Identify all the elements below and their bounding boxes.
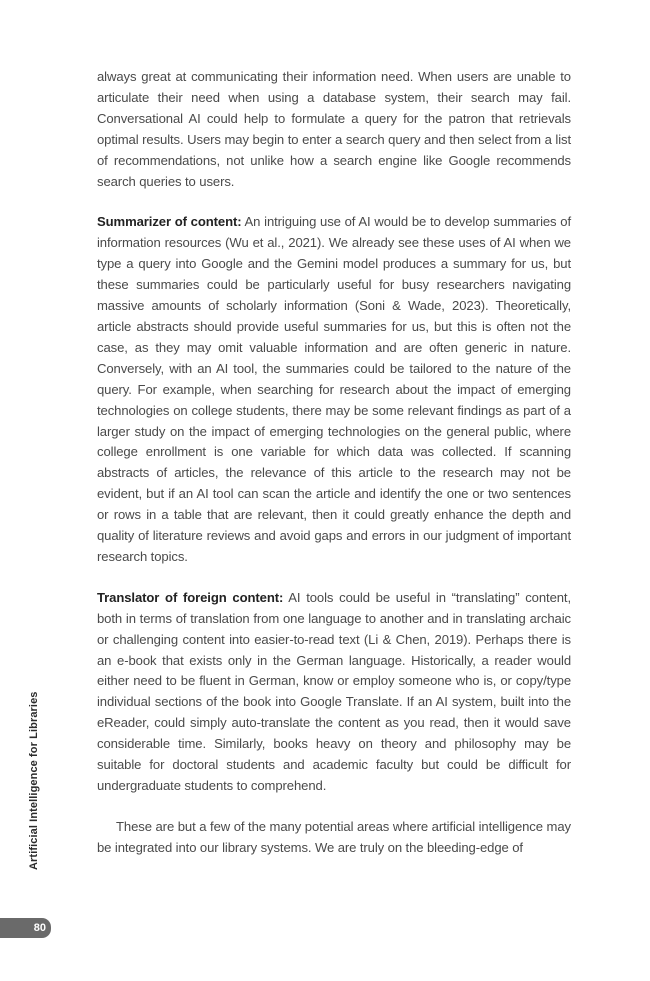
translator-paragraph [97,588,571,797]
page-number-tab [0,918,51,938]
summarizer-text: An intriguing use of AI would be to develop summaries of information resources (Wu et al., 2021). We already see these uses of AI when we type a query into Google and the Gemini model produces a summary for us, but these summaries could be particularly useful for busy researchers navigating massive amounts of scholarly information (Soni & Wade, 2023). Theoretically, article abstracts should provide useful summaries for us, but this is often not the case, as they may omit valuable information and are often generic in nature. Conversely, with an AI tool, the summaries could be tailored to the nature of the query. For example, when searching for research about the impact of emerging technologies on college students, there may be some relevant findings as part of a larger study on the impact of emerging technologies on the general public, where college enrollment is one variable for which data was collected. If scanning abstracts of articles, the relevance of this article to the research may not be evident, but if an AI tool can scan the article and identify the one or two sentences or rows in a table that are relevant, then it could greatly enhance the depth and quality of literature reviews and avoid gaps and errors in our judgment of important research topics. [97,214,571,564]
intro-paragraph: always great at communicating their information need. When users are unable to articulate their need when using a database system, their search may fail. Conversational AI could help to formulate a query for the patron that retrievals optimal results. Users may begin to enter a search query and then select from a list of recommendations, not unlike how a search engine like Google recommends search queries to users. [97,69,571,189]
page-body [97,67,571,879]
translator-text: AI tools could be useful in “translating” content, both in terms of translation from one language to another and in translating archaic or challenging content into easier-to-read text (Li & Chen, 2019). Perhaps there is an e-book that exists only in the German language. Historically, a reader would either need to be fluent in German, know or employ someone who is, or copy/type individual sections of the book into Google Translate. If an AI system, built into the eReader, could simply auto-translate the content as you read, then it would save considerable time. Similarly, books heavy on theory and philosophy may be suitable for doctoral students and academic faculty but could be difficult for undergraduate students to comprehend. [97,589,572,793]
translator-heading: Translator of foreign content: [97,589,284,605]
running-head: Artificial Intelligence for Libraries [28,691,40,870]
summarizer-paragraph [97,212,571,567]
closing-paragraph: These are but a few of the many potential areas where artificial intelligence may be integrated into our library systems. We are truly on the bleeding-edge of [97,818,571,855]
page-number: 80 [33,922,46,934]
summarizer-heading: Summarizer of content: [97,214,242,230]
